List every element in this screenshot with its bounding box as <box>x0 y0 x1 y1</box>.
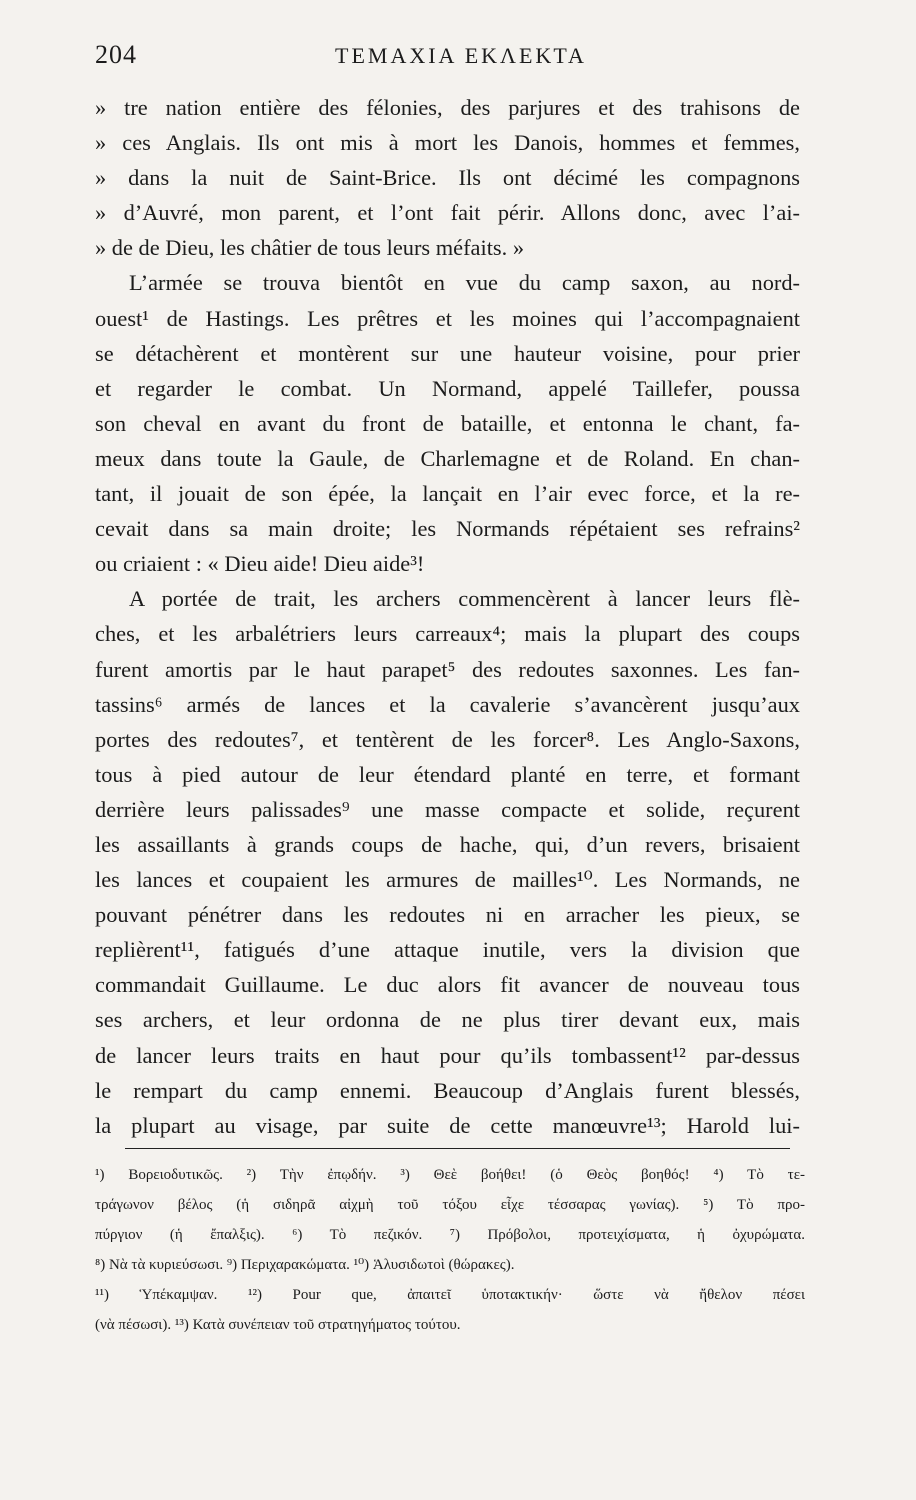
text-line: les lances et coupaient les armures de mailles¹⁰. Les Normands, ne <box>95 867 800 893</box>
text-line: tant, il jouait de son épée, la lançait en l’air evec force, et la re- <box>95 481 800 507</box>
text-line: furent amortis par le haut parapet⁵ des redoutes saxonnes. Les fan- <box>95 656 800 682</box>
text-line: » d’Auvré, mon parent, et l’ont fait périr. Allons donc, avec l’ai- <box>95 200 800 226</box>
footnote-divider <box>125 1148 790 1149</box>
text-line: L’armée se trouva bientôt en vue du camp saxon, au nord- <box>129 270 800 296</box>
footnote-line: ⁸) Νὰ τὰ κυριεύσωσι. ⁹) Περιχαρακώματα. ¹⁰) Ἁλυσιδωτοὶ (θώρακες). <box>95 1257 515 1273</box>
text-line: son cheval en avant du front de bataille, et entonna le chant, fa- <box>95 410 800 436</box>
text-line: tassins⁶ armés de lances et la cavalerie s’avancèrent jusqu’aux <box>95 691 800 717</box>
footnote-line: ¹¹) Ὑπέκαμψαν. ¹²) Pour que, ἀπαιτεῖ ὑποτακτικήν· ὥστε νὰ ἤθελον πέσει <box>95 1287 805 1303</box>
text-line: » ces Anglais. Ils ont mis à mort les Danois, hommes et femmes, <box>95 130 800 156</box>
text-line: meux dans toute la Gaule, de Charlemagne et de Roland. En chan- <box>95 445 800 471</box>
text-line: ouest¹ de Hastings. Les prêtres et les moines qui l’accompagnaient <box>95 305 800 331</box>
text-line: » tre nation entière des félonies, des parjures et des trahisons de <box>95 95 800 120</box>
text-line: A portée de trait, les archers commencèrent à lancer leurs flè- <box>129 586 800 612</box>
footnote-line: πύργιον (ἡ ἔπαλξις). ⁶) Τὸ πεζικόν. ⁷) Πρόβολοι, προτειχίσματα, ἡ ὀχυρώματα. <box>95 1227 805 1243</box>
text-line: se détachèrent et montèrent sur une hauteur voisine, pour prier <box>95 340 800 366</box>
footnotes <box>95 1160 805 1340</box>
text-line: » dans la nuit de Saint-Brice. Ils ont décimé les compagnons <box>95 165 800 191</box>
running-title: ΤΕΜΑΧΙΑ ΕΚΛΕΚΤΑ <box>335 43 587 68</box>
text-line: ou criaient : « Dieu aide! Dieu aide³! <box>95 551 425 577</box>
text-line: de lancer leurs traits en haut pour qu’ils tombassent¹² par-dessus <box>95 1042 800 1068</box>
text-line: portes des redoutes⁷, et tentèrent de les forcer⁸. Les Anglo-Saxons, <box>95 726 800 752</box>
text-line: derrière leurs palissades⁹ une masse compacte et solide, reçurent <box>95 796 800 822</box>
page-number: 204 <box>95 40 137 69</box>
text-line: et regarder le combat. Un Normand, appelé Taillefer, poussa <box>95 375 800 401</box>
text-line: replièrent¹¹, fatigués d’une attaque inutile, vers la division que <box>95 937 800 963</box>
page-header <box>95 40 805 80</box>
footnote-line: (νὰ πέσωσι). ¹³) Κατὰ συνέπειαν τοῦ στρατηγήματος τούτου. <box>95 1317 461 1333</box>
text-line: commandait Guillaume. Le duc alors fit avancer de nouveau tous <box>95 972 800 998</box>
text-line: ches, et les arbalétriers leurs carreaux⁴; mais la plupart des coups <box>95 621 800 647</box>
text-line: le rempart du camp ennemi. Beaucoup d’Anglais furent blessés, <box>95 1077 800 1103</box>
text-line: la plupart au visage, par suite de cette manœuvre¹³; Harold lui- <box>95 1112 800 1138</box>
text-line: pouvant pénétrer dans les redoutes ni en arracher les pieux, se <box>95 902 800 928</box>
text-line: tous à pied autour de leur étendard planté en terre, et formant <box>95 761 800 787</box>
text-line: ses archers, et leur ordonna de ne plus tirer devant eux, mais <box>95 1007 800 1033</box>
text-line: les assaillants à grands coups de hache, qui, d’un revers, brisaient <box>95 831 800 857</box>
footnote-line: τράγωνον βέλος (ἡ σιδηρᾶ αἰχμὴ τοῦ τόξου εἶχε τέσσαρας γωνίας). ⁵) Τὸ προ- <box>95 1197 805 1213</box>
footnote-line: ¹) Βορειοδυτικῶς. ²) Τὴν ἐπῳδήν. ³) Θεὲ βοήθει! (ὁ Θεὸς βοηθός! ⁴) Τὸ τε- <box>95 1167 805 1183</box>
body-text <box>95 90 800 1143</box>
text-line: cevait dans sa main droite; les Normands répétaient ses refrains² <box>95 516 800 542</box>
text-line: » de de Dieu, les châtier de tous leurs méfaits. » <box>95 235 525 261</box>
